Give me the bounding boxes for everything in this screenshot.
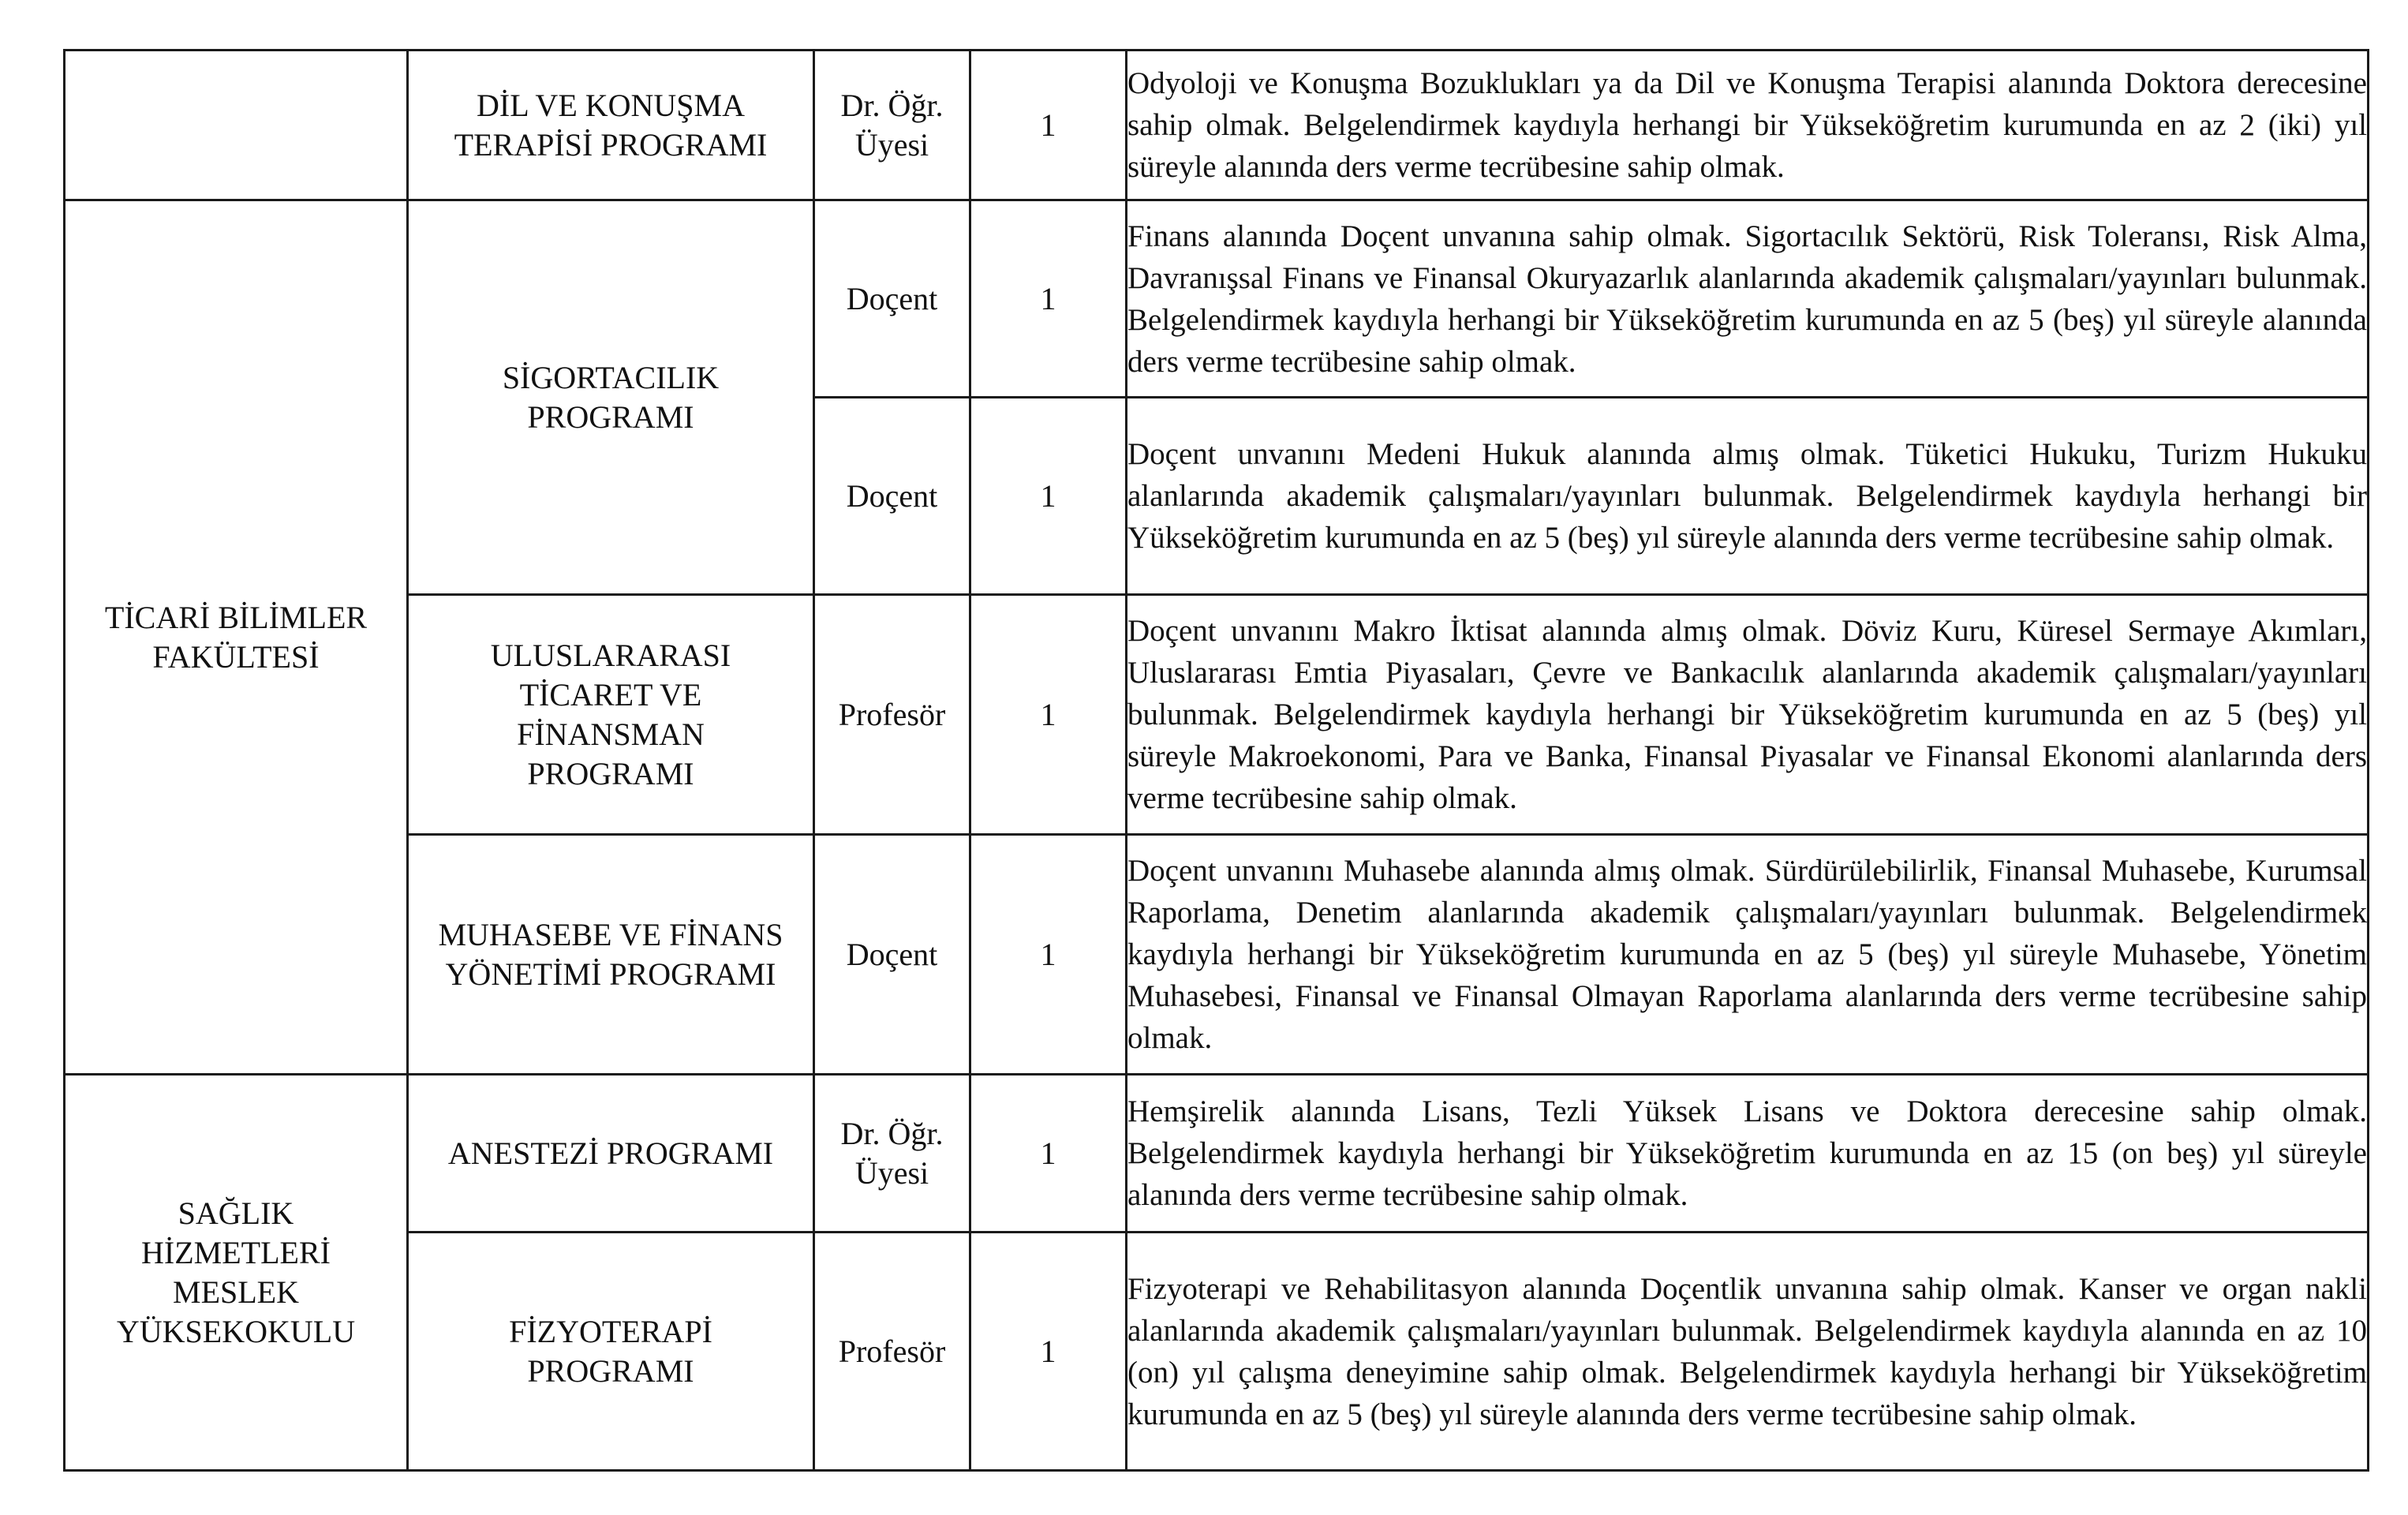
academic-title-cell (814, 398, 970, 595)
unit-cell-empty (65, 50, 408, 200)
academic-title-line: Profesör (838, 696, 946, 732)
unit-name-line: FAKÜLTESİ (152, 638, 320, 675)
program-name-line: DİL VE KONUŞMA (477, 87, 745, 123)
program-name-line: FİNANSMAN (517, 716, 705, 752)
program-name-line: PROGRAMI (527, 755, 694, 791)
academic-title-cell (814, 200, 970, 398)
table-row (65, 595, 2369, 835)
table-row (65, 1075, 2369, 1233)
program-name-line: TİCARET VE (519, 676, 702, 713)
academic-title-cell (814, 1233, 970, 1471)
unit-name-line: HİZMETLERİ (141, 1234, 331, 1270)
unit-name-line: MESLEK (173, 1274, 299, 1310)
table-row (65, 50, 2369, 200)
program-cell (408, 1233, 814, 1471)
academic-title-line: Doçent (846, 936, 938, 972)
program-name-line: SİGORTACILIK (502, 359, 720, 395)
academic-title-line: Doçent (846, 280, 938, 316)
position-count-cell: 1 (970, 1233, 1127, 1471)
requirements-cell: Doçent unvanını Muhasebe alanında almış olmak. Sürdürülebilirlik, Finansal Muhasebe, Kurumsal Raporlama, Denetim alanlarında akademik çalışmaları/yayınları bulunmak. Belgelendirmek kaydıyla herhangi bir Yükseköğretim kurumunda en az 5 (beş) yıl süreyle Muhasebe, Yönetim Muhasebesi, Finansal ve Finansal Olmayan Raporlama alanlarında ders verme tecrübesine sahip olmak. (1127, 835, 2369, 1075)
program-cell (408, 200, 814, 595)
table-row (65, 835, 2369, 1075)
table-row (65, 200, 2369, 398)
academic-title-line: Doçent (846, 477, 938, 514)
academic-title-line: Üyesi (854, 126, 929, 163)
table-row (65, 1233, 2369, 1471)
program-name-line: ULUSLARARASI (490, 637, 731, 673)
academic-title-cell (814, 1075, 970, 1233)
program-name-line: PROGRAMI (527, 398, 694, 435)
academic-title-cell (814, 50, 970, 200)
unit-cell-saglik-hizmetleri (65, 1075, 408, 1471)
unit-name-line: YÜKSEKOKULU (116, 1313, 356, 1349)
requirements-cell: Doçent unvanını Makro İktisat alanında almış olmak. Döviz Kuru, Küresel Sermaye Akımları, Uluslararası Emtia Piyasaları, Çevre ve Bankacılık alanlarında akademik çalışmaları/yayınları bulunmak. Belgelendirmek kaydıyla herhangi bir Yükseköğretim kurumunda en az 5 (beş) yıl süreyle Makroekonomi, Para ve Banka, Finansal Piyasalar ve Finansal Ekonomi alanlarında ders verme tecrübesine sahip olmak. (1127, 595, 2369, 835)
position-count-cell: 1 (970, 200, 1127, 398)
position-count-cell: 1 (970, 595, 1127, 835)
unit-name-line: SAĞLIK (178, 1195, 294, 1231)
program-name-line: MUHASEBE VE FİNANS (438, 916, 783, 952)
academic-title-line: Dr. Öğr. (840, 1115, 944, 1151)
program-name-line: TERAPİSİ PROGRAMI (454, 126, 768, 163)
academic-title-line: Üyesi (854, 1154, 929, 1191)
requirements-cell: Odyoloji ve Konuşma Bozuklukları ya da Dil ve Konuşma Terapisi alanında Doktora derecesine sahip olmak. Belgelendirmek kaydıyla herhangi bir Yükseköğretim kurumunda en az 2 (iki) yıl süreyle alanında ders verme tecrübesine sahip olmak. (1127, 50, 2369, 200)
requirements-cell: Doçent unvanını Medeni Hukuk alanında almış olmak. Tüketici Hukuku, Turizm Hukuku alanlarında akademik çalışmaları/yayınları bulunmak. Belgelendirmek kaydıyla herhangi bir Yükseköğretim kurumunda en az 5 (beş) yıl süreyle alanında ders verme tecrübesine sahip olmak. (1127, 398, 2369, 595)
unit-cell-ticari-bilimler (65, 200, 408, 1075)
requirements-cell: Hemşirelik alanında Lisans, Tezli Yüksek Lisans ve Doktora derecesine sahip olmak. Belgelendirmek kaydıyla herhangi bir Yükseköğretim kurumunda en az 15 (on beş) yıl süreyle alanında ders verme tecrübesine sahip olmak. (1127, 1075, 2369, 1233)
requirements-cell: Finans alanında Doçent unvanına sahip olmak. Sigortacılık Sektörü, Risk Toleransı, Risk Alma, Davranışsal Finans ve Finansal Okuryazarlık alanlarında akademik çalışmaları/yayınları bulunmak. Belgelendirmek kaydıyla herhangi bir Yükseköğretim kurumunda en az 5 (beş) yıl süreyle alanında ders verme tecrübesine sahip olmak. (1127, 200, 2369, 398)
academic-title-cell (814, 595, 970, 835)
academic-title-cell (814, 835, 970, 1075)
academic-title-line: Profesör (838, 1333, 946, 1369)
program-cell (408, 1075, 814, 1233)
program-name-line: FİZYOTERAPİ (509, 1313, 712, 1349)
program-cell (408, 595, 814, 835)
position-count-cell: 1 (970, 1075, 1127, 1233)
program-name-line: YÖNETİMİ PROGRAMI (445, 956, 776, 992)
faculty-positions-table (63, 49, 2369, 1472)
position-count-cell: 1 (970, 835, 1127, 1075)
position-count-cell: 1 (970, 398, 1127, 595)
unit-name-line: TİCARİ BİLİMLER (104, 599, 368, 635)
academic-title-line: Dr. Öğr. (840, 87, 944, 123)
program-name-line: ANESTEZİ PROGRAMI (447, 1135, 774, 1171)
program-cell (408, 835, 814, 1075)
requirements-cell: Fizyoterapi ve Rehabilitasyon alanında Doçentlik unvanına sahip olmak. Kanser ve organ nakli alanlarında akademik çalışmaları/yayınları bulunmak. Belgelendirmek kaydıyla alanında en az 10 (on) yıl çalışma deneyimine sahip olmak. Belgelendirmek kaydıyla herhangi bir Yükseköğretim kurumunda en az 5 (beş) yıl süreyle alanında ders verme tecrübesine sahip olmak. (1127, 1233, 2369, 1471)
program-name-line: PROGRAMI (527, 1352, 694, 1389)
program-cell (408, 50, 814, 200)
position-count-cell: 1 (970, 50, 1127, 200)
